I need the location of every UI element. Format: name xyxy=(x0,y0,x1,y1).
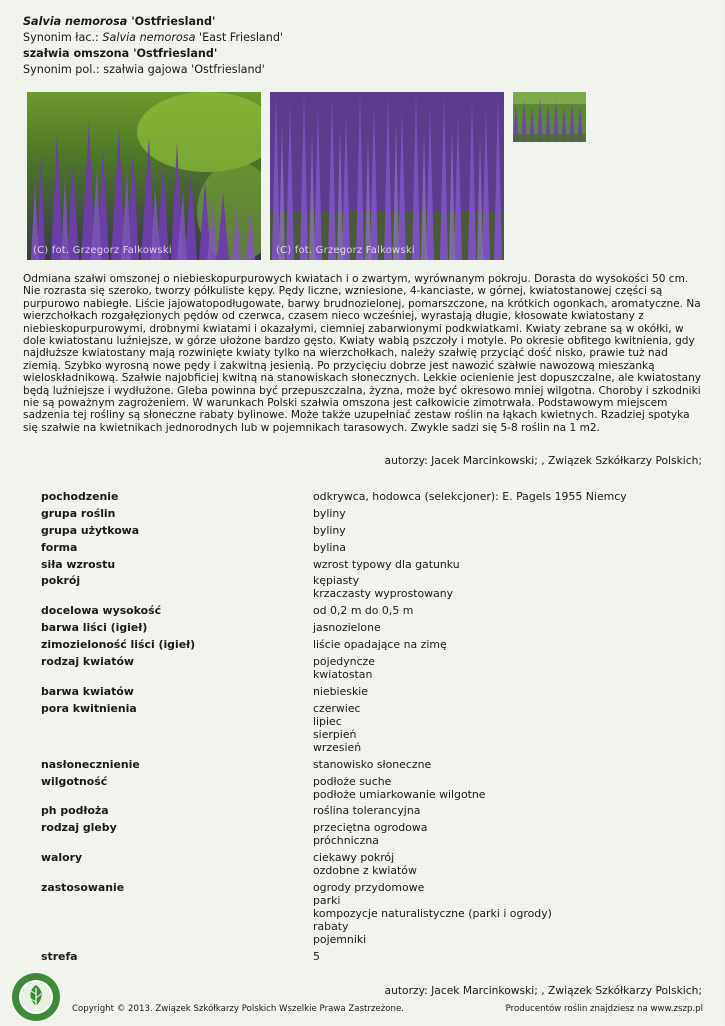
plant-photo-1[interactable] xyxy=(27,92,261,260)
property-key: grupa roślin xyxy=(41,506,116,520)
photo-1-caption: (C) fot. Grzegorz Falkowski xyxy=(33,245,172,256)
property-row xyxy=(41,851,681,877)
property-row xyxy=(41,775,681,801)
property-key: rodzaj gleby xyxy=(41,821,117,835)
property-row xyxy=(41,490,681,503)
property-value: wzrost typowy dla gatunku xyxy=(313,557,460,571)
property-values xyxy=(313,702,681,754)
property-value: bylina xyxy=(313,540,346,554)
synonym-polish: Synonim pol.: szałwia gajowa 'Ostfriesland' xyxy=(23,63,265,76)
synonym-latin-name: Salvia nemorosa xyxy=(102,31,196,44)
property-value: czerwiec xyxy=(313,701,361,715)
property-key: ph podłoża xyxy=(41,804,109,818)
property-value: jasnozielone xyxy=(313,621,381,635)
property-value: ogrody przydomowe xyxy=(313,881,425,895)
plant-photo-2[interactable] xyxy=(270,92,504,260)
property-key: barwa liści (igieł) xyxy=(41,621,148,635)
plant-photo-3-image xyxy=(513,92,586,142)
property-key: nasłonecznienie xyxy=(41,757,140,771)
property-row xyxy=(41,702,681,754)
property-row xyxy=(41,604,681,617)
property-values xyxy=(313,685,681,698)
latin-name: Salvia nemorosa xyxy=(23,15,128,28)
synonym-latin-cultivar: 'East Friesland' xyxy=(195,31,284,44)
property-values xyxy=(313,574,681,600)
property-values xyxy=(313,604,681,617)
property-row xyxy=(41,881,681,946)
author-line-bottom: autorzy: Jacek Marcinkowski; , Związek Szkółkarzy Polskich; xyxy=(384,984,702,997)
property-value: lipiec xyxy=(313,714,342,728)
property-values xyxy=(313,775,681,801)
property-value: krzaczasty wyprostowany xyxy=(313,587,454,601)
property-values xyxy=(313,638,681,651)
photo-2-caption: (C) fot. Grzegorz Falkowski xyxy=(276,245,415,256)
property-value: podłoże umiarkowanie wilgotne xyxy=(313,787,486,801)
latin-name-line xyxy=(23,14,283,30)
property-value: parki xyxy=(313,894,341,908)
property-row xyxy=(41,655,681,681)
property-values xyxy=(313,758,681,771)
synonym-latin xyxy=(23,30,283,46)
property-value: podłoże suche xyxy=(313,774,392,788)
property-values xyxy=(313,821,681,847)
property-values xyxy=(313,804,681,817)
polish-name: szałwia omszona 'Ostfriesland' xyxy=(23,47,218,60)
property-values xyxy=(313,558,681,571)
property-key: docelowa wysokość xyxy=(41,604,162,618)
property-key: barwa kwiatów xyxy=(41,684,134,698)
plant-header xyxy=(23,14,283,78)
property-key: walory xyxy=(41,851,83,865)
property-values xyxy=(313,524,681,537)
property-value: próchniczna xyxy=(313,834,379,848)
author-line-top: autorzy: Jacek Marcinkowski; , Związek Szkółkarzy Polskich; xyxy=(384,454,702,467)
property-row xyxy=(41,950,681,963)
property-values xyxy=(313,950,681,963)
property-value: pojemniki xyxy=(313,933,367,947)
property-key: zastosowanie xyxy=(41,881,125,895)
property-value: odkrywca, hodowca (selekcjoner): E. Pagels 1955 Niemcy xyxy=(313,490,627,503)
property-key: strefa xyxy=(41,950,78,964)
property-value: wrzesień xyxy=(313,740,362,754)
property-values xyxy=(313,541,681,554)
property-values xyxy=(313,655,681,681)
property-row xyxy=(41,685,681,698)
property-value: stanowisko słoneczne xyxy=(313,757,432,771)
property-key: rodzaj kwiatów xyxy=(41,655,134,669)
property-values xyxy=(313,851,681,877)
property-value: pojedyncze xyxy=(313,655,375,669)
property-key: forma xyxy=(41,540,78,554)
property-values xyxy=(313,881,681,946)
property-row xyxy=(41,507,681,520)
property-value: przeciętna ogrodowa xyxy=(313,821,428,835)
copyright-text: Copyright © 2013. Związek Szkółkarzy Polskich Wszelkie Prawa Zastrzeżone. xyxy=(72,1004,404,1014)
plant-photo-2-image xyxy=(270,92,504,260)
property-row xyxy=(41,621,681,634)
property-row xyxy=(41,524,681,537)
plant-photo-3-thumbnail[interactable] xyxy=(513,92,586,142)
property-value: liście opadające na zimę xyxy=(313,638,447,652)
property-row xyxy=(41,758,681,771)
property-values xyxy=(313,490,681,503)
property-row xyxy=(41,638,681,651)
property-key: pokrój xyxy=(41,574,81,588)
property-value: od 0,2 m do 0,5 m xyxy=(313,604,414,618)
property-value: rabaty xyxy=(313,920,349,934)
plant-photo-1-image xyxy=(27,92,261,260)
property-row xyxy=(41,558,681,571)
property-key: pora kwitnienia xyxy=(41,701,137,715)
property-value: byliny xyxy=(313,523,346,537)
property-values xyxy=(313,507,681,520)
property-value: kępiasty xyxy=(313,574,360,588)
property-key: pochodzenie xyxy=(41,490,119,503)
plant-description: Odmiana szałwi omszonej o niebieskopurpurowych kwiatach i o zwartym, wyrównanym pokroju. Dorasta do wysokości 50 cm. Nie rozrasta się szeroko, tworzy półkuliste kępy. Pędy liczne, wzniesione, 4-kanciaste, w górnej, kwiatostanowej części są purpurowo nabiegłe. Liście jajowatopodługowate, barwy brudnozielonej, pomarszczone, na krótkich ogonkach, aromatyczne. Na wierzchołkach rozgałęzionych pędów od czerwca, czasem nieco wcześniej, wyrastają długie, kłosowate kwiatostany z niebieskopurpurowymi, drobnymi kwiatami i okazałymi, ciemniej zabarwionymi podkwiatkami. Kwiaty zebrane są w okółki, w dole kwiatostanu luźniejsze, w górze ułożone bardzo gęsto. Kwiaty wabią pszczoły i motyle. Po okresie obfitego kwitnienia, gdy najdłuższe kwiatostany mają rozwinięte kwiaty tylko na wierzchołkach, należy szałwię przyciąć dość nisko, prawie tuż nad ziemią. Szybko wyrosną nowe pędy i zakwitną jesienią. Po przycięciu dobrze jest nawozić szałwie nawozową mieszanką wieloskładnikową. Szałwie najobficiej kwitną na stanowiskach słonecznych. Lekkie ocienienie jest dopuszczalne, ale kwiatostany będą luźniejsze i wydłużone. Gleba powinna być przepuszczalna, żyzna, może być okresowo mniej wilgotna. Choroby i szkodniki nie są poważnym zagrożeniem. W warunkach Polski szałwia omszona jest całkowicie zimotrwała. Podstawowym miejscem sadzenia tej rośliny są słoneczne rabaty bylinowe. Może także uzupełniać zestaw roślin na łąkach kwietnych. Rzadziej spotyka się szałwie na kwietnikach jednorodnych lub w pojemnikach tarasowych. Zwykle sadzi się 5-8 roślin na 1 m2. xyxy=(23,273,702,434)
property-value: sierpień xyxy=(313,727,357,741)
property-row xyxy=(41,541,681,554)
property-value: 5 xyxy=(313,950,320,964)
property-key: siła wzrostu xyxy=(41,557,116,571)
property-value: ozdobne z kwiatów xyxy=(313,864,417,878)
properties-table xyxy=(41,490,681,967)
property-value: kwiatostan xyxy=(313,668,373,682)
property-row xyxy=(41,574,681,600)
property-value: roślina tolerancyjna xyxy=(313,804,421,818)
zszp-logo-icon xyxy=(11,972,61,1022)
property-key: grupa użytkowa xyxy=(41,523,140,537)
property-values xyxy=(313,621,681,634)
property-row xyxy=(41,804,681,817)
property-value: byliny xyxy=(313,506,346,520)
synonym-latin-label: Synonim łac.: xyxy=(23,31,103,44)
property-key: zimozieloność liści (igieł) xyxy=(41,638,196,652)
property-value: ciekawy pokrój xyxy=(313,851,395,865)
producers-link[interactable]: Producentów roślin znajdziesz na www.zszp.pl xyxy=(505,1004,703,1014)
property-value: kompozycje naturalistyczne (parki i ogrody) xyxy=(313,907,552,921)
property-row xyxy=(41,821,681,847)
property-key: wilgotność xyxy=(41,774,108,788)
property-value: niebieskie xyxy=(313,684,368,698)
zszp-logo[interactable] xyxy=(11,972,61,1022)
cultivar-name: 'Ostfriesland' xyxy=(131,15,216,28)
